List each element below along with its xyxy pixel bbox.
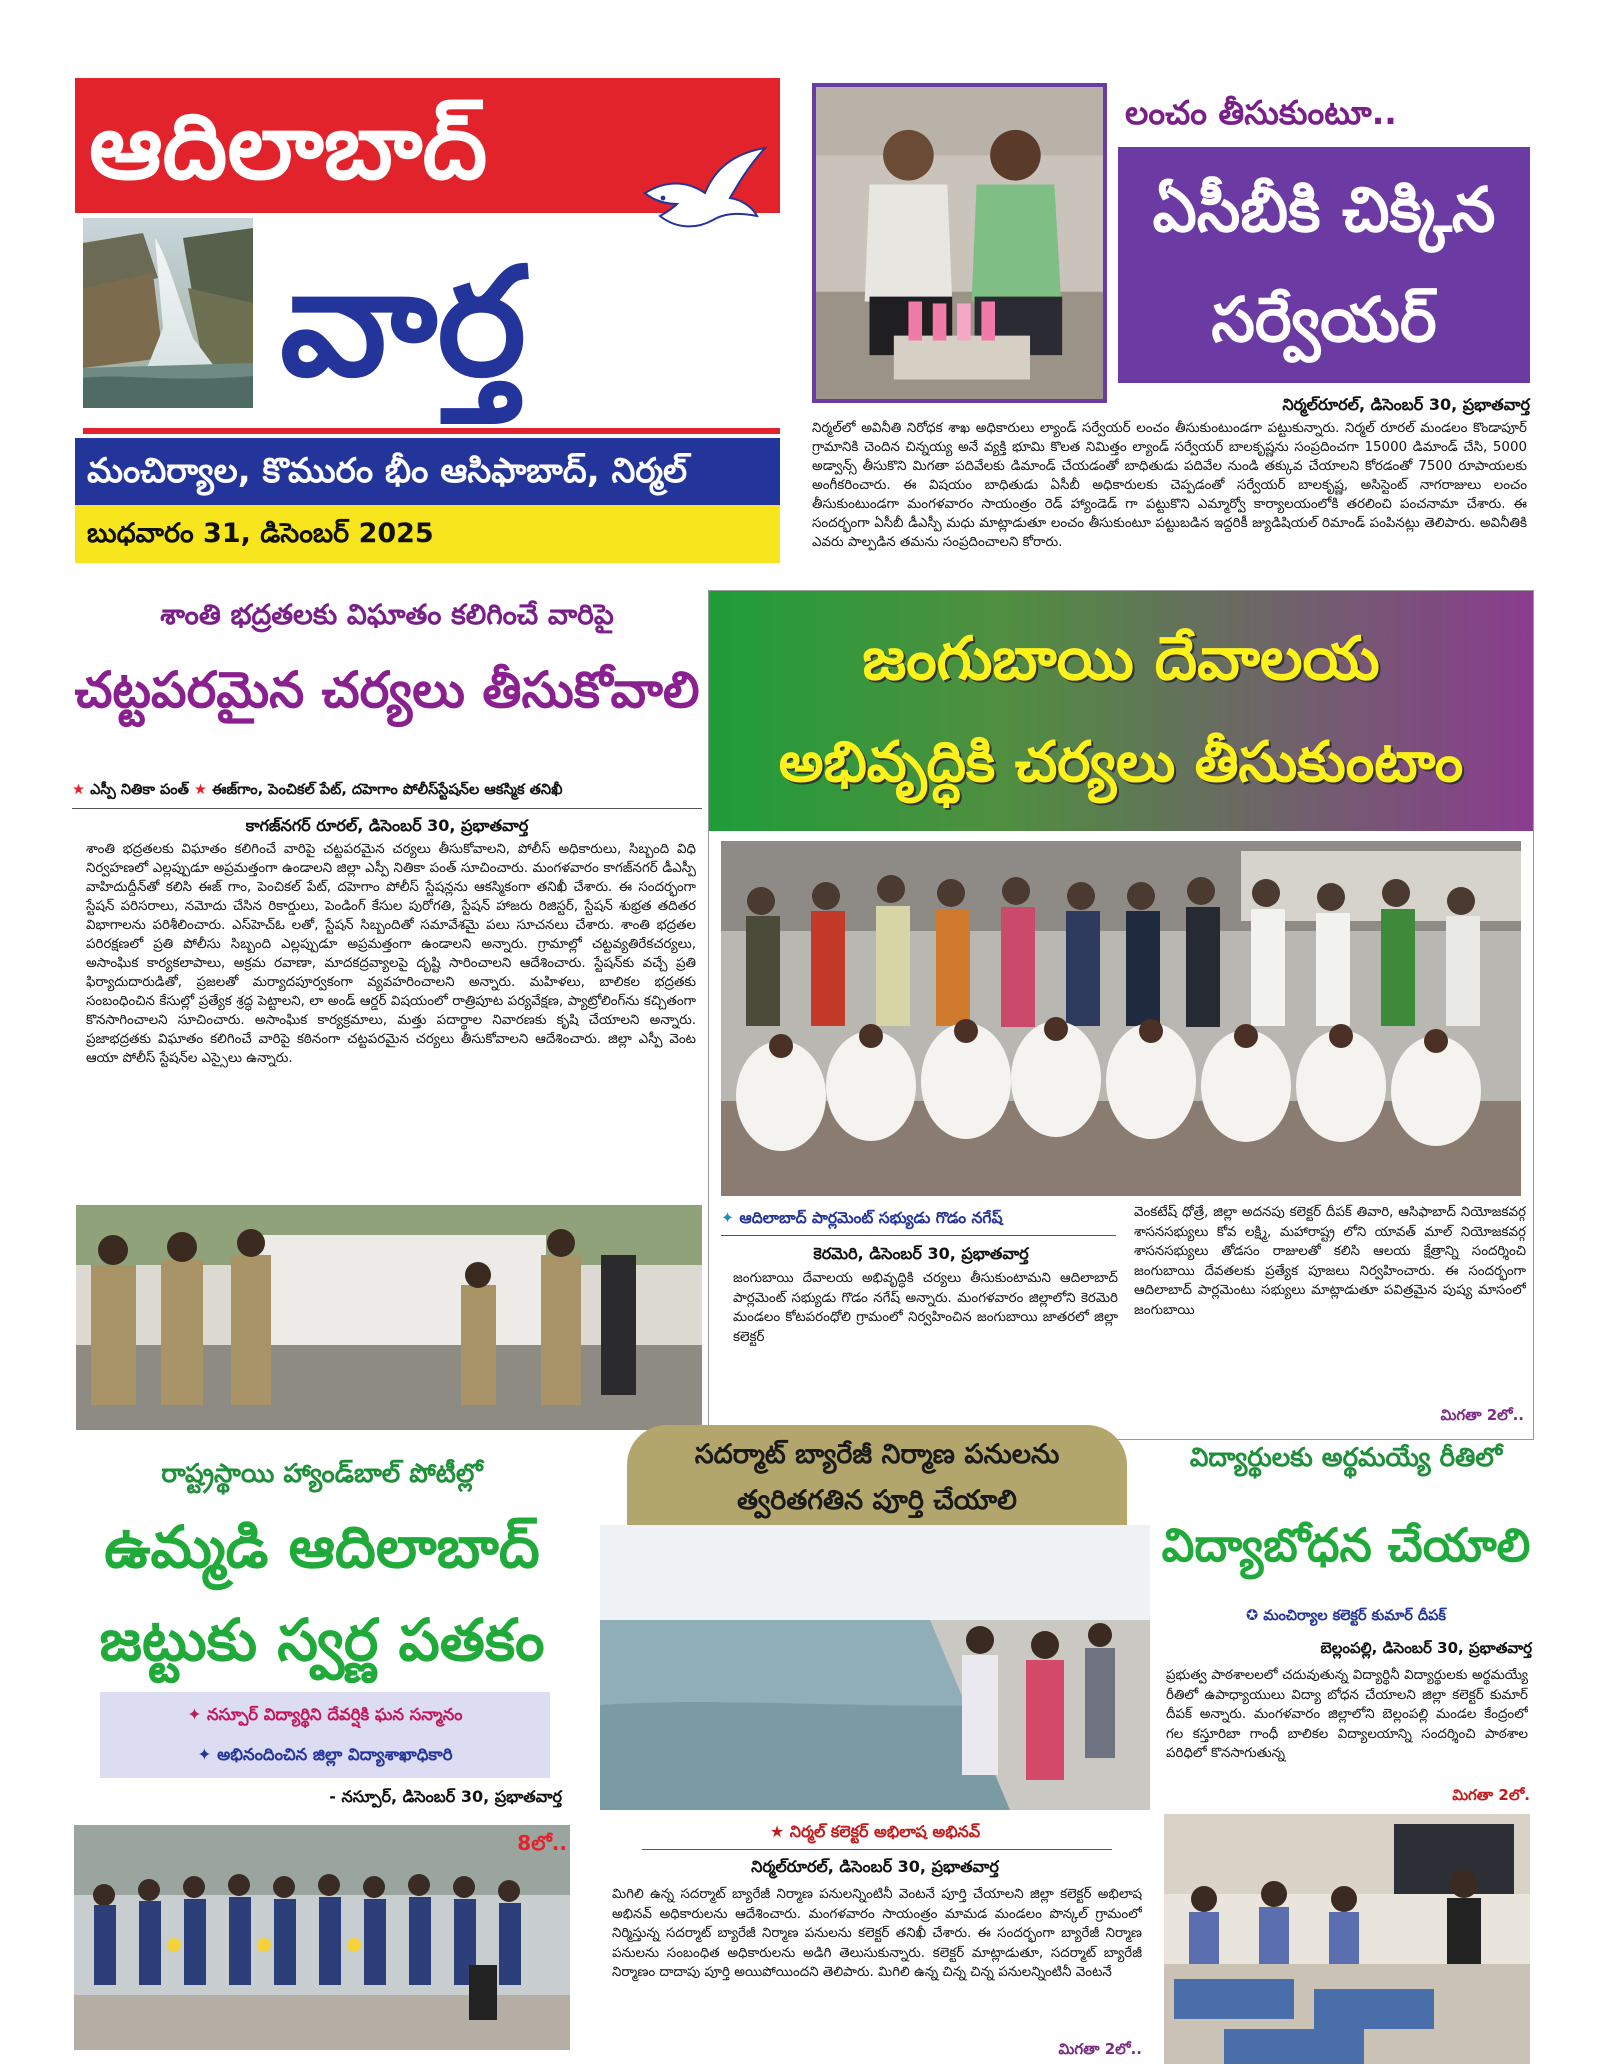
- barrage-story: [582, 1425, 1166, 2065]
- barrage-byline-text: నిర్మల్ కలెక్టర్ అభిలాష అభినవ్: [789, 1822, 981, 1841]
- police-byline: [72, 776, 702, 804]
- handball-photo-tag[interactable]: 8లో..: [517, 1831, 567, 1855]
- barrage-byline: [600, 1817, 1150, 1847]
- jangubai-story: [708, 590, 1534, 1440]
- masthead-title-top: ఆదిలాబాద్: [89, 93, 488, 200]
- handball-story: [72, 1450, 572, 2060]
- handball-headline-line1: ఉమ్మడి ఆదిలాబాద్: [104, 1513, 540, 1581]
- acb-body: నిర్మల్‌లో అవినీతి నిరోధక శాఖ అధికారులు ల్యాండ్ సర్వేయర్ లంచం తీసుకుంటుండగా పట్టుకున్నారు. నిర్మల్ రూరల్ మండలం కొండాపూర్ గ్రామానికి చెందిన చిన్నయ్య అనే వ్యక్తి భూమి కొలత నిమిత్తం ల్యాండ్ సర్వేయర్ బాలకృష్ణను సంప్రదించగా 15000 డిమాండ్ చేసి, 5000 అడ్వాన్స్ తీసుకొని మిగతా పదివేలకు డిమాండ్ చేయడంతో బాధితుడు పదివేల నుండి తక్కువ చేయాలని కోరడంతో 7500 రూపాయలకు అంగీకరించారు. ఈ విషయం బాధితుడు ఏసీబీ అధికారులకు చెప్పడంతో సర్వేయర్ బాలకృష్ణ, అసిస్టెంట్ నాగరాజులు లంచం తీసుకుంటుండగా మంగళవారం సాయంత్రం రెడ్ హ్యాండెడ్ గా పట్టుకొని ఎమ్మార్వో కార్యాలయంలోకి తరలించి పంచనామా చేశారు. ఈ సందర్భంగా ఏసీబీ డీఎస్పీ మధు మాట్లాడుతూ లంచం తీసుకుంటూ పట్టుబడిన ఇద్దరికీ జ్యుడిషియల్ రిమాండ్ పంపినట్లు తెలిపారు. అవినీతికి ఎవరు పాల్పడిన తమను సంప్రదించాలని కోరారు.: [812, 421, 1527, 550]
- acb-headline-line1: ఏసీబీకి చిక్కిన: [1152, 173, 1496, 246]
- education-kicker: విద్యార్థులకు అర్థమయ్యే రీతిలో: [1189, 1443, 1503, 1473]
- education-dateline: బెల్లంపల్లి, డిసెంబర్ 30, ప్రభాతవార్త: [1320, 1639, 1532, 1657]
- handball-sub2-text: అభినందించిన జిల్లా విద్యాశాఖాధికారి: [217, 1745, 453, 1764]
- jangubai-dateline: కెరమెరి, డిసెంబర్ 30, ప్రభాతవార్త: [813, 1244, 1029, 1263]
- diamond-icon: ✦: [721, 1209, 734, 1227]
- barrage-photo: [600, 1525, 1150, 1810]
- jangubai-byline-rule: [721, 1235, 1116, 1236]
- handball-sub2: [100, 1736, 550, 1774]
- handball-sub1: [100, 1696, 550, 1734]
- police-kicker: శాంతి భద్రతలకు విఘాతం కలిగించే వారిపై: [160, 598, 614, 631]
- acb-photo: [812, 83, 1107, 403]
- jangubai-byline-text: ఆదిలాబాద్ పార్లమెంట్ సభ్యుడు గొడం నగేష్: [739, 1209, 1003, 1227]
- education-more[interactable]: మిగతా 2లో.: [1452, 1786, 1530, 1804]
- star-icon: ★: [769, 1822, 785, 1841]
- handball-kicker: రాష్ట్రస్థాయి హ్యాండ్‌బాల్ పోటీల్లో: [161, 1459, 483, 1489]
- masthead-title-big: వార్త: [280, 236, 527, 410]
- education-story: [1160, 1430, 1532, 2070]
- jangubai-headline-line2: అభివృద్ధికి చర్యలు తీసుకుంటాం: [778, 730, 1464, 795]
- jangubai-headline-line1: జంగుబాయి దేవాలయ: [862, 624, 1380, 694]
- diamond-icon: ✦: [187, 1705, 202, 1724]
- education-headline: విద్యాబోధన చేయాలి: [1161, 1518, 1531, 1572]
- jangubai-more[interactable]: మిగతా 2లో..: [1440, 1406, 1524, 1424]
- police-story: [72, 590, 702, 1435]
- education-body: ప్రభుత్వ పాఠశాలలలో చదువుతున్న విద్యార్థినీ విద్యార్థులకు అర్థమయ్యే రీతిలో ఉపాధ్యాయులు విద్యా బోధన చేయాలని జిల్లా కలెక్టర్ కుమార్ దీపక్ అన్నారు. మంగళవారం జిల్లాలోని బెల్లంపల్లి మండల కేంద్రంలో గల కస్తూరిబా గాంధీ బాలికల విద్యాలయాన్ని సందర్శించి పాఠశాల పరిధిలో కొనసాగుతున్న: [1166, 1668, 1528, 1761]
- masthead: [75, 78, 780, 563]
- waterfall-photo: [83, 218, 253, 408]
- handball-headline-line2: జట్టుకు స్వర్ణ పతకం: [99, 1606, 545, 1674]
- police-headline: చట్టపరమైన చర్యలు తీసుకోవాలి: [74, 661, 700, 719]
- masthead-red-rule: [83, 428, 780, 434]
- police-byline-1: ఎస్పీ నితికా పంత్: [90, 782, 189, 798]
- star-icon: ✪: [1246, 1608, 1259, 1624]
- star-icon: ★: [72, 782, 85, 798]
- acb-kicker: లంచం తీసుకుంటూ..: [1125, 93, 1397, 132]
- jangubai-photo: [721, 841, 1521, 1196]
- police-body: శాంతి భద్రతలకు విఘాతం కలిగించే వారిపై చట్టపరమైన చర్యలు తీసుకోవాలని, పోలీస్ అధికారులు, సిబ్బంది విధి నిర్వహణలో ఎల్లప్పుడూ అప్రమత్తంగా ఉండాలని జిల్లా ఎస్పీ నితికా పంత్ సూచించారు. మంగళవారం కాగజ్‌నగర్ డీఎస్పీ వాహిదుద్దీన్‌తో కలిసి ఈజ్ గాం, పెంచికల్ పేట్, దహెగాం పోలీస్ స్టేషన్లను ఆకస్మికంగా తనిఖీ చేశారు. ఈ సందర్భంగా స్టేషన్ పరిసరాలు, నమోదు చేసిన రికార్డులు, పెండింగ్ కేసుల పురోగతి, స్టేషన్ హాజరు రిజిస్టర్, స్టేషన్ శుభ్రత తదితర విభాగాలను పరిశీలించారు. ఎస్‌హెచ్ఓ లతో, స్టేషన్ సిబ్బందితో సమావేశమై పలు సూచనలు చేశారు. శాంతి భద్రతల పరిరక్షణలో ప్రతి పోలీసు సిబ్బంది ఎల్లప్పుడూ అప్రమత్తంగా ఉండాలని అన్నారు. గ్రామాల్లో చట్టవ్యతిరేకచర్యలు, అసాంఘిక కార్యకలాపాలు, అక్రమ రవాణా, మాదకద్రవ్యాలపై దృష్టి సారించాలని ఆదేశించారు. స్టేషన్‌కు వచ్చే ప్రతి ఫిర్యాదుదారుడితో, ప్రజలతో మర్యాదపూర్వకంగా వ్యవహరించాలని అన్నారు. మహిళలు, బాలికల భద్రతకు సంబంధించిన కేసుల్లో ప్రత్యేక శ్రద్ధ పెట్టాలని, లా అండ్ ఆర్డర్ విషయంలో రాత్రిపూట పర్యవేక్షణ, ప్యాట్రోలింగ్‌ను కచ్చితంగా కొనసాగించాలని సూచించారు. అసాంఘిక కార్యక్రమాలు, మత్తు పదార్థాల నివారణకు కృషి చేయాలని అన్నారు. ప్రజాభద్రతకు విఘాతం కలిగించే వారిపై కఠినంగా చట్టపరమైన చర్యలు తీసుకోవాలని ఆదేశించారు. జిల్లా ఎస్పీ వెంట ఆయా పోలీస్ స్టేషన్‌ల ఎస్సైలు ఉన్నారు.: [86, 842, 696, 1066]
- jangubai-body-right: వెంకటేష్ ధోత్రే, జిల్లా అదనపు కలెక్టర్ దీపక్ తివారి, ఆసిఫాబాద్ నియోజకవర్గ శాసనసభ్యులు కోవ లక్ష్మి, మహారాష్ట్ర లోని యావత్ మాల్ నియోజకవర్గ శాసనసభ్యులు తోడసం రాజులతో కలిసి ఆలయ క్షేత్రాన్ని సందర్శించి జంగుబాయి దేవతలకు ప్రత్యేక పూజలు నిర్వహించారు. ఈ సందర్భంగా ఆదిలాబాద్ పార్లమెంటు సభ్యులు మాట్లాడుతూ పవిత్రమైన పుష్య మాసంలో జంగుబాయి: [1134, 1205, 1526, 1318]
- barrage-body: మిగిలి ఉన్న సదర్మాట్ బ్యారేజీ నిర్మాణ పనులన్నింటినీ వెంటనే పూర్తి చేయాలని జిల్లా కలెక్టర్ అభిలాష అభినవ్ అధికారులను ఆదేశించారు. మంగళవారం సాయంత్రం మామడ మండలం పొన్కల్ గ్రామంలో నిర్మిస్తున్న సదర్మాట్ బ్యారేజీ నిర్మాణ పనులను కలెక్టర్ తనిఖీ చేశారు. ఈ సందర్భంగా బ్యారేజీ నిర్మాణ పనులను సంబంధిత అధికారులను అడిగి తెలుసుకున్నారు. కలెక్టర్ మాట్లాడుతూ, సదర్మాట్ బ్యారేజీ నిర్మాణం దాదాపు పూర్తి అయిపోయిందని తెలిపారు. మిగిలి ఉన్న చిన్న చిన్న పనులన్నింటినీ వెంటనే: [612, 1887, 1142, 1980]
- handball-dateline: - నస్పూర్, డిసెంబర్ 30, ప్రభాతవార్త: [329, 1787, 562, 1806]
- police-byline-2: ఈజ్‌గాం, పెంచికల్ పేట్, దహెగాం పోలీస్‌స్టేషన్‌ల ఆకస్మిక తనిఖీ: [212, 782, 563, 798]
- education-byline-text: మంచిర్యాల కలెక్టర్ కుమార్ దీపక్: [1263, 1608, 1446, 1624]
- barrage-headline-line2: త్వరితగతిన పూర్తి చేయాలి: [737, 1485, 1017, 1516]
- barrage-more[interactable]: మిగతా 2లో..: [1058, 2040, 1142, 2058]
- diamond-icon: ✦: [197, 1745, 212, 1764]
- education-byline: [1160, 1602, 1532, 1630]
- police-photo: [76, 1205, 702, 1430]
- acb-dateline: నిర్మల్‌రూరల్, డిసెంబర్ 30, ప్రభాతవార్త: [1282, 395, 1530, 414]
- acb-headline-line2: సర్వేయర్: [1211, 283, 1437, 356]
- barrage-byline-rule: [642, 1849, 1112, 1850]
- jangubai-right-column: [1134, 1203, 1526, 1431]
- jangubai-byline: [721, 1203, 1121, 1233]
- barrage-dateline: నిర్మల్‌రూరల్, డిసెంబర్ 30, ప్రభాతవార్త: [751, 1857, 999, 1876]
- handball-sub1-text: నస్పూర్ విద్యార్థిని దేవర్షికి ఘన సన్మానం: [207, 1705, 463, 1724]
- edition-date: బుధవారం 31, డిసెంబర్ 2025: [87, 518, 434, 549]
- barrage-headline-line1: సదర్మాట్ బ్యారేజీ నిర్మాణ పనులను: [694, 1439, 1060, 1470]
- police-byline-rule: [72, 808, 702, 809]
- acb-story: [800, 75, 1530, 575]
- districts-text: మంచిర్యాల, కొమురం భీం ఆసిఫాబాద్, నిర్మల్: [87, 451, 688, 491]
- jangubai-body-left: జంగుబాయి దేవాలయ అభివృద్ధికి చర్యలు తీసుకుంటామని ఆదిలాబాద్ పార్లమెంట్ సభ్యుడు గొడం నగేష్ అన్నారు. మంగళవారం జిల్లాలోని కెరమెరి మండలం కోటపరంధోలి గ్రామంలో నిర్వహించిన జంగుబాయి జాతరలో జిల్లా కలెక్టర్: [733, 1271, 1118, 1345]
- star-icon: ★: [194, 782, 207, 798]
- police-dateline: కాగజ్‌నగర్ రూరల్, డిసెంబర్ 30, ప్రభాతవార్త: [245, 816, 529, 835]
- education-photo: [1164, 1814, 1530, 2064]
- handball-photo: [74, 1825, 570, 2050]
